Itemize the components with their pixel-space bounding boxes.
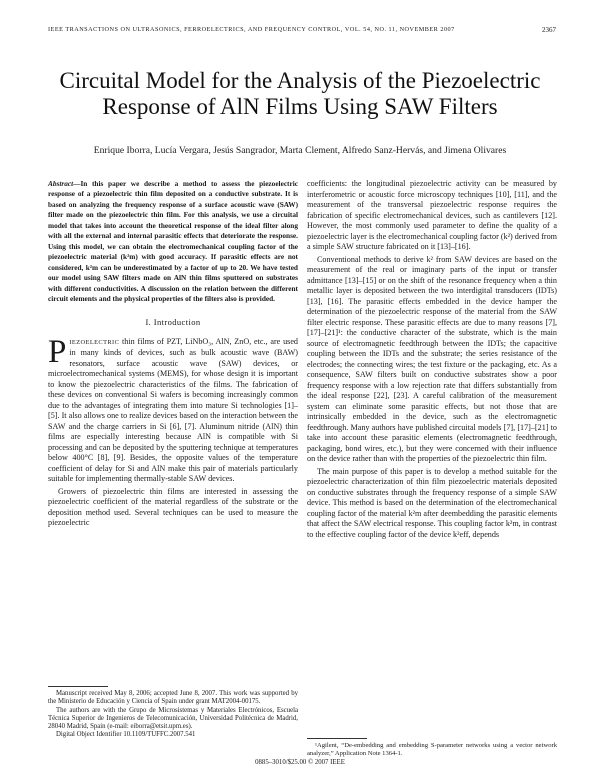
right-paragraph-3: The main purpose of this paper is to develop a method suitable for the piezoelectric characterization of thin film piezoelectric materials deposited on conductive substrates through the frequency response of a simple SAW device. This method is based on the determination of the electromechanical coupling factor of the material k²m after deembedding the parasitic elements that affect the SAW electrical response. This coupling factor k²m, in contrast to the effective coupling factor of the device k²eff, depends [307,466,557,539]
intro-paragraph-1-text: thin films of PZT, LiNbO₃, AlN, ZnO, etc., are used in many kinds of devices, such as bulk acoustic wave (BAW) resonators, surface acoustic wave (SAW) devices, or microelectromechanical systems (MEMS), for whose design it is important to know the piezoelectric characteristics of the films. The fabrication of these devices on conventional Si wafers is becoming increasingly common due to the advantages of integrating them into mature Si technologies [1]–[5]. It also allows one to realize devices based on the interaction between the SAW and the charge carriers in Si [6], [7]. Aluminum nitride (AlN) thin films are especially interesting because AlN is compatible with Si processing and can be deposited by the sputtering technique at temperatures below 400°C [8], [9]. Besides, the opposite values of the temperature coefficient of delay for Si and AlN make this pair of materials particularly suitable for implementing thermally-stable SAW devices. [48,336,298,484]
running-header [48,26,556,34]
intro-smallcaps: IEZOELECTRIC [69,338,120,346]
drop-cap: P [48,333,67,370]
right-paragraph-2: Conventional methods to derive k² from SAW devices are based on the measurement of the real or imaginary parts of the input or transfer admittance [13]–[15] or on the shift of the resonance frequency when a thin metallic layer is deposited between the two interdigital transducers (IDTs) [13], [16]. The parasitic effects embedded in the device hamper the determination of the piezoelectric response of the material from the SAW filter electric response. These parasitic effects are due to many reasons [7], [17]–[21]¹: the conductive character of the substrate, which is the main source of electromagnetic feedthrough between the IDTs; the capacitive coupling between the IDTs and the substrate; the series resistance of the electrodes; the connecting wires; the test fixture or the packaging, etc. As a consequence, SAW filters built on conductive substrates show a poor frequency response with a low rejection rate that differs substantially from the ideal response [22], [23]. A careful calibration of the measurement system can eliminate some parasitic effects, but not those that are intrinsically embedded in the device, such as the electromagnetic feedthrough. Many authors have published circuital models [7], [17]–[21] to take into account these parasitic elements (electromagnetic feedthrough, packaging, bond wires, etc.), but they were concerned with their influence on the device rather than with the properties of the piezoelectric thin film. [307,254,557,463]
abstract-label: Abstract [48,179,74,188]
footnote-rule [307,738,367,739]
manuscript-footnote [48,686,298,740]
intro-paragraph-1 [48,333,298,485]
right-paragraph-1: coefficients: the longitudinal piezoelectric activity can be measured by interferometric or acoustic force microscopy techniques [10], [11], and the measurement of the transversal piezoelectric response requires the fabrication of specific electromechanical devices, such as cantilevers [12]. However, the most commonly used parameter to define the quality of a piezoelectric layer is the electromechanical coupling factor (k²) derived from a simple SAW structure fabricated on it [13]–[16]. [307,179,557,251]
abstract-text: —In this paper we describe a method to assess the piezoelectric response of a piezoelectric thin film deposited on a conductive substrate. It is based on analyzing the frequency response of a surface acoustic wave (SAW) filter made on the piezoelectric thin film. For this analysis, we use a circuital model that takes into account the theoretical response of the ideal filter along with all the external and internal parasitic effects that deteriorate the response. Using this model, we can obtain the electromechanical coupling factor of the piezoelectric material (k²m) with good accuracy. If parasitic effects are not considered, k²m can be underestimated by a factor of up to 20. We have tested our model using SAW filters made on AlN thin films sputtered on substrates with different conductivities. A discussion on the relation between the different circuit elements and the physical properties of the filters also is provided. [48,179,298,303]
paper-title: Circuital Model for the Analysis of the Piezoelectric Response of AlN Films Using SAW Filters [59,68,541,119]
intro-paragraph-2: Growers of piezoelectric thin films are interested in assessing the piezoelectric coefficient of the material regardless of the substrate or the deposition method used. Several techniques can be used to measure the piezoelectric [48,486,298,528]
left-column [48,179,298,529]
footnote-agilent-text: ¹Agilent, “De-embedding and embedding S-parameter networks using a vector network analyzer,” Application Note 1364-1. [307,742,557,757]
journal-name: IEEE TRANSACTIONS ON ULTRASONICS, FERROELECTRICS, AND FREQUENCY CONTROL, VOL. 54, NO. 11, NOVEMBER 2007 [48,26,455,33]
footnote-affiliation: The authors are with the Grupo de Microsistemas y Materiales Electrónicos, Escuela Técnica Superior de Ingenieros de Telecomunicación, Universidad Politécnica de Madrid, 28040 Madrid, Spain (e-mail: eiborra@etsit.upm.es). [48,706,298,731]
agilent-footnote [307,738,557,758]
abstract [48,179,298,304]
author-list: Enrique Iborra, Lucía Vergara, Jesús Sangrador, Marta Clement, Alfredo Sanz-Hervás, and Jimena Olivares [93,145,507,156]
right-column [307,179,557,540]
footnote-doi: Digital Object Identifier 10.1109/TUFFC.2007.541 [56,731,196,739]
copyright-footer: 0885–3010/$25.00 © 2007 IEEE [255,759,345,766]
page-number: 2367 [542,26,556,34]
footnote-received: Manuscript received May 8, 2006; accepted June 8, 2007. This work was supported by the Ministerio de Educación y Ciencia of Spain under grant MAT2004-00175. [48,690,298,706]
section-heading-introduction: I. Introduction [145,317,201,328]
footnote-rule [48,686,108,687]
